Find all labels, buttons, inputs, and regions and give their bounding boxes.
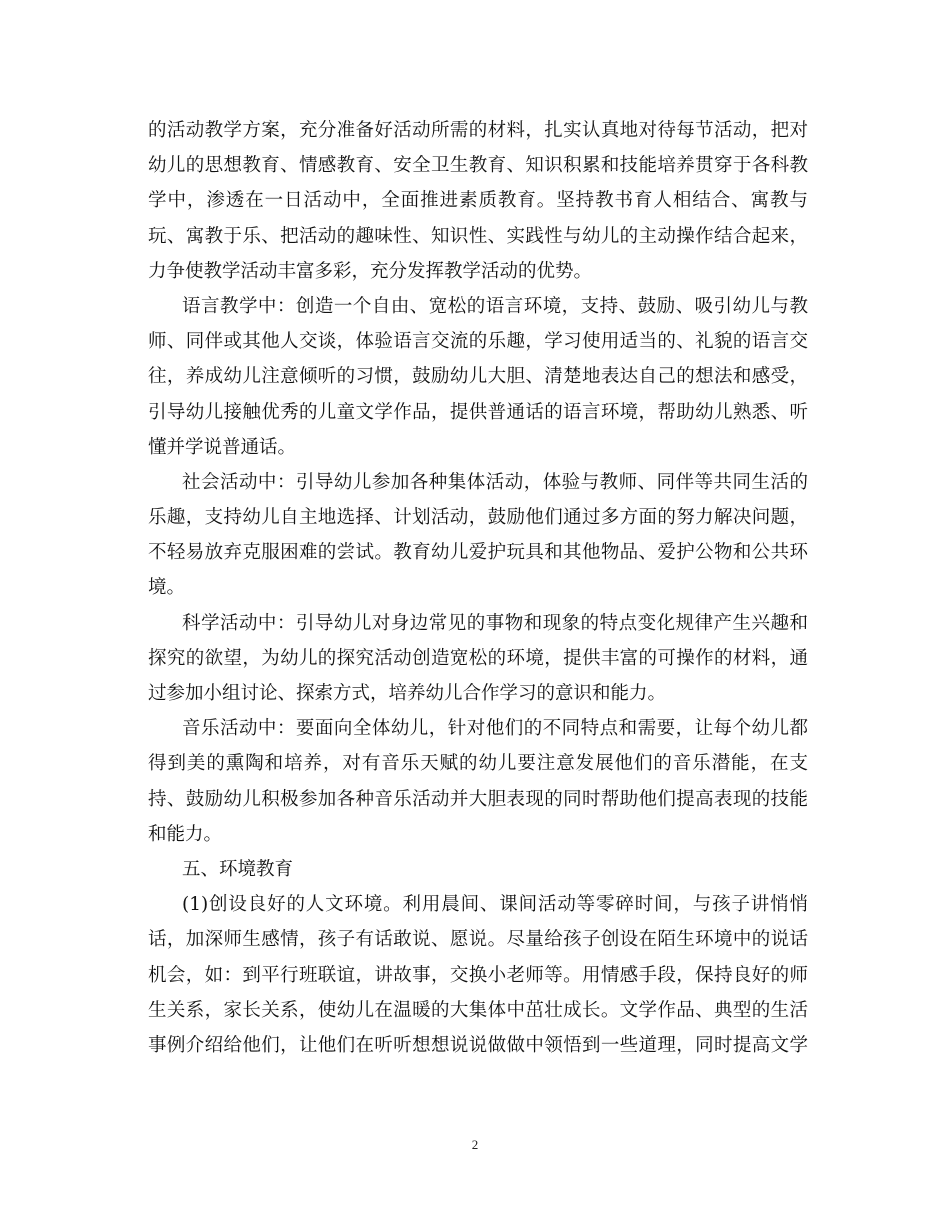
text-line: 往，养成幼儿注意倾听的习惯，鼓励幼儿大胆、清楚地表达自己的想法和感受， <box>148 366 808 388</box>
text-line: 得到美的熏陶和培养，对有音乐天赋的幼儿要注意发展他们的音乐潜能，在支 <box>148 753 808 775</box>
text-line: 境。 <box>148 577 186 599</box>
text-line: 持、鼓励幼儿积极参加各种音乐活动并大胆表现的同时帮助他们提高表现的技能 <box>148 788 808 810</box>
text-line: 不轻易放弃克服困难的尝试。教育幼儿爱护玩具和其他物品、爱护公物和公共环 <box>148 542 808 564</box>
page-number: 2 <box>471 1137 479 1152</box>
document-body <box>148 113 808 1063</box>
text-line: 音乐活动中：要面向全体幼儿，针对他们的不同特点和需要，让每个幼儿都 <box>182 718 808 740</box>
text-line: 力争使教学活动丰富多彩，充分发挥教学活动的优势。 <box>148 260 593 282</box>
text-line: 生关系，家长关系，使幼儿在温暖的大集体中茁壮成长。文学作品、典型的生活 <box>148 999 808 1021</box>
text-line: 五、环境教育 <box>182 858 294 880</box>
text-line: 话，加深师生感情，孩子有话敢说、愿说。尽量给孩子创设在陌生环境中的说话 <box>148 929 808 951</box>
text-line: (1)创设良好的人文环境。利用晨间、课间活动等零碎时间，与孩子讲悄悄 <box>182 894 808 916</box>
text-line: 和能力。 <box>148 823 223 845</box>
text-line: 师、同伴或其他人交谈，体验语言交流的乐趣，学习使用适当的、礼貌的语言交 <box>148 331 808 353</box>
text-line: 学中，渗透在一日活动中，全面推进素质教育。坚持教书育人相结合、寓教与 <box>148 190 808 212</box>
text-line: 探究的欲望，为幼儿的探究活动创造宽松的环境，提供丰富的可操作的材料，通 <box>148 647 808 669</box>
text-line: 幼儿的思想教育、情感教育、安全卫生教育、知识积累和技能培养贯穿于各科教 <box>148 155 808 177</box>
text-line: 玩、寓教于乐、把活动的趣味性、知识性、实践性与幼儿的主动操作结合起来， <box>148 225 808 247</box>
text-line: 懂并学说普通话。 <box>148 436 297 458</box>
text-line: 机会，如：到平行班联谊，讲故事，交换小老师等。用情感手段，保持良好的师 <box>148 964 808 986</box>
text-line: 引导幼儿接触优秀的儿童文学作品，提供普通话的语言环境，帮助幼儿熟悉、听 <box>148 401 808 423</box>
text-line: 事例介绍给他们，让他们在听听想想说说做做中领悟到一些道理，同时提高文学 <box>148 1034 808 1056</box>
text-line: 科学活动中：引导幼儿对身边常见的事物和现象的特点变化规律产生兴趣和 <box>182 612 808 634</box>
text-line: 语言教学中：创造一个自由、宽松的语言环境，支持、鼓励、吸引幼儿与教 <box>182 295 808 317</box>
text-line: 社会活动中：引导幼儿参加各种集体活动，体验与教师、同伴等共同生活的 <box>182 471 808 493</box>
text-line: 过参加小组讨论、探索方式，培养幼儿合作学习的意识和能力。 <box>148 683 667 704</box>
text-line: 的活动教学方案，充分准备好活动所需的材料，扎实认真地对待每节活动，把对 <box>148 120 808 141</box>
text-line: 乐趣，支持幼儿自主地选择、计划活动，鼓励他们通过多方面的努力解决问题， <box>148 507 808 529</box>
